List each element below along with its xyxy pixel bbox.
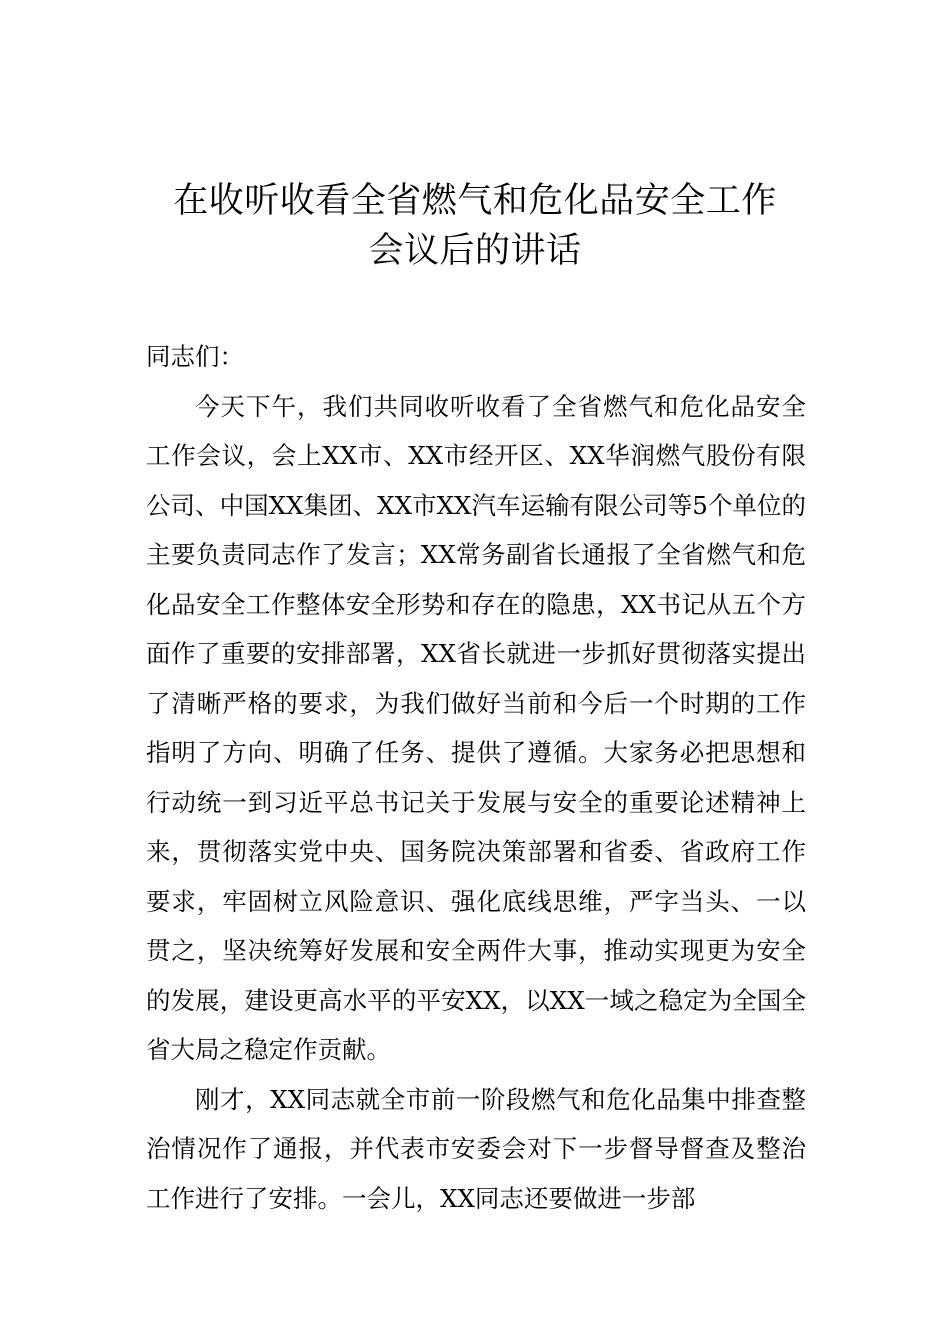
title-line-1: 在收听收看全省燃气和危化品安全工作 — [173, 181, 777, 221]
paragraph-2: 刚才，XX同志就全市前一阶段燃气和危化品集中排查整治情况作了通报，并代表市安委会对下一步督导督查及整治工作进行了安排。一会儿，XX同志还要做进一步部 — [146, 1084, 806, 1213]
document-title — [0, 176, 950, 276]
document-body — [146, 332, 806, 1223]
paragraph-1: 今天下午，我们共同收听收看了全省燃气和危化品安全工作会议，会上XX市、XX市经开区、XX华润燃气股份有限公司、中国XX集团、XX市XX汽车运输有限公司等5个单位的主要负责同志作了发言；XX常务副省长通报了全省燃气和危化品安全工作整体安全形势和存在的隐患，XX书记从五个方面作了重要的安排部署，XX省长就进一步抓好贯彻落实提出了清晰严格的要求，为我们做好当前和今后一个时期的工作指明了方向、明确了任务、提供了遵循。大家务必把思想和行动统一到习近平总书记关于发展与安全的重要论述精神上来，贯彻落实党中央、国务院决策部署和省委、省政府工作要求，牢固树立风险意识、强化底线思维，严字当头、一以贯之，坚决统筹好发展和安全两件大事，推动实现更为安全的发展，建设更高水平的平安XX，以XX一域之稳定为全国全省大局之稳定作贡献。 — [146, 391, 806, 1064]
title-line-2: 会议后的讲话 — [368, 231, 582, 271]
salutation: 同志们： — [146, 342, 244, 371]
